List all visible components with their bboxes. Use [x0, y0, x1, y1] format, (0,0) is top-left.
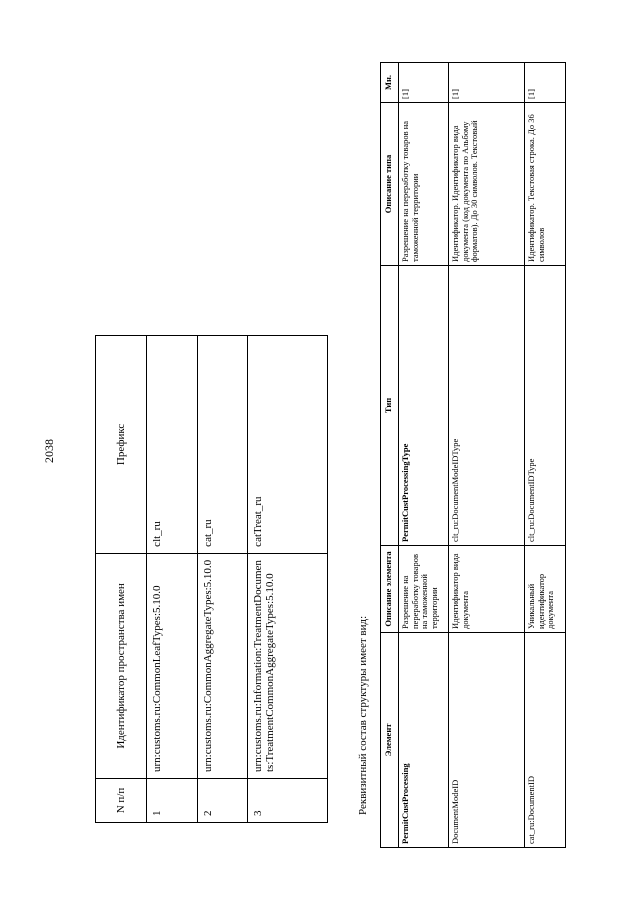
structure-caption: Реквизитный состав структуры имеет вид: [357, 615, 369, 815]
column-header: Мн. [381, 63, 399, 103]
namespace-table [95, 335, 328, 823]
cell-namespace: urn:customs.ru:CommonLeafTypes:5.10.0 [146, 553, 197, 778]
column-header: Префикс [96, 336, 147, 554]
table-row [197, 336, 248, 823]
cell-element-description: Идентификатор вида документа [448, 546, 524, 633]
column-header: Описание элемента [381, 546, 399, 633]
cell-namespace: urn:customs.ru:CommonAggregateTypes:5.10.0 [197, 553, 248, 778]
column-header: Идентификатор пространства имен [96, 553, 147, 778]
cell-type-description: Разрешение на переработку товаров на таможенной территории [398, 103, 448, 266]
column-header: N п/п [96, 779, 147, 823]
cell-number: 3 [248, 779, 328, 823]
column-header: Элемент [381, 633, 399, 848]
cell-multiplicity: [1] [448, 63, 524, 103]
cell-multiplicity: [1] [524, 63, 565, 103]
cell-prefix: catTreat_ru [248, 336, 328, 554]
table-header-row [381, 63, 399, 848]
cell-prefix: clt_ru [146, 336, 197, 554]
cell-namespace: urn:customs.ru:Information:TreatmentDocuments:TreatmentCommonAggregateTypes:5.10.0 [248, 553, 328, 778]
cell-multiplicity: [1] [398, 63, 448, 103]
structure-table-wrapper [380, 63, 566, 848]
cell-prefix: cat_ru [197, 336, 248, 554]
cell-number: 2 [197, 779, 248, 823]
cell-number: 1 [146, 779, 197, 823]
cell-element: PermitCustProcessing [398, 633, 448, 848]
cell-type-description: Идентификатор. Идентификатор вида документа (код документа по Альбому форматов). До 30 символов. Текстовый [448, 103, 524, 266]
cell-element: DocumentModeID [448, 633, 524, 848]
table-row [248, 336, 328, 823]
cell-type: PermitCustProcessingType [398, 266, 448, 546]
table-row [146, 336, 197, 823]
table-header-row [96, 336, 147, 823]
structure-table [380, 62, 566, 848]
table-row [448, 63, 524, 848]
cell-element: cat_ru:DocumentID [524, 633, 565, 848]
table-row [524, 63, 565, 848]
cell-type-description: Идентификатор. Текстовая строка. До 36 символов [524, 103, 565, 266]
cell-type: clt_ru:DocumentModeIDType [448, 266, 524, 546]
table-row [398, 63, 448, 848]
page-number: 2038 [42, 439, 56, 463]
column-header: Тип [381, 266, 399, 546]
column-header: Описание типа [381, 103, 399, 266]
namespace-table-wrapper [95, 335, 328, 823]
cell-type: clt_ru:DocumentIDType [524, 266, 565, 546]
cell-element-description: Разрешение на переработку товаров на таможенной территории [398, 546, 448, 633]
cell-element-description: Уникальный идентификатор документа [524, 546, 565, 633]
